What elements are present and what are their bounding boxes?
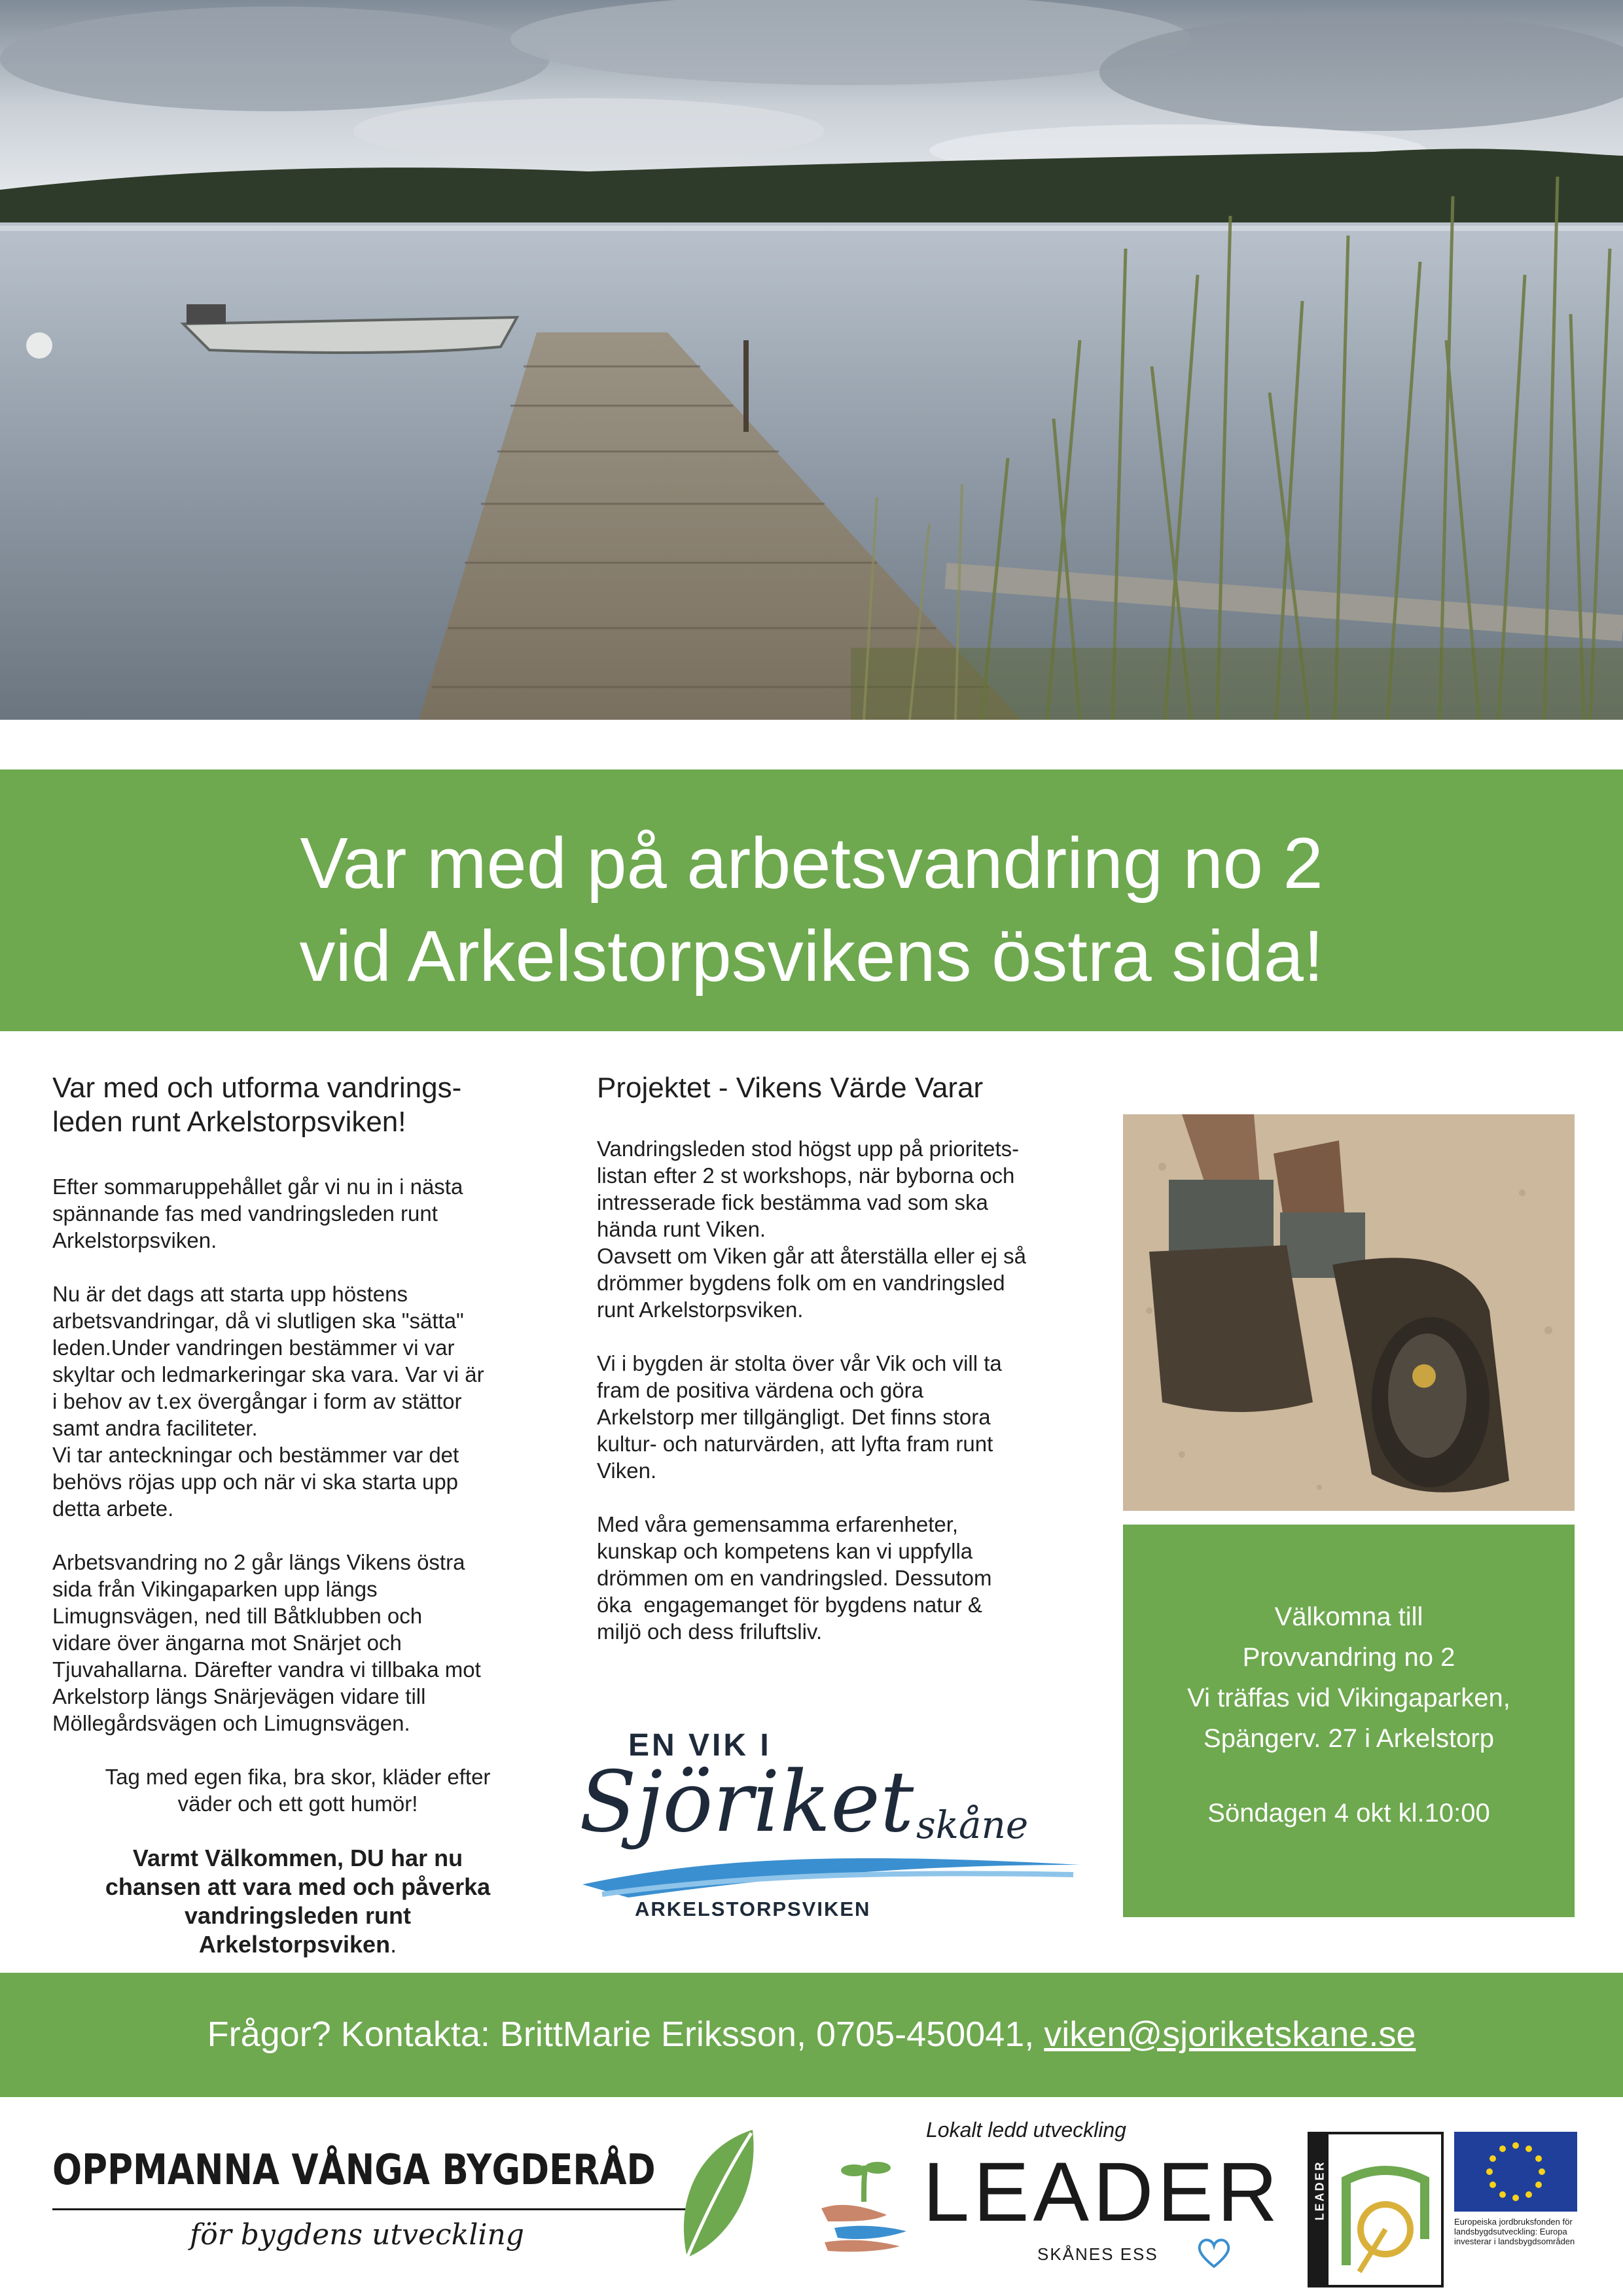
- left-paragraph-2: Nu är det dags att starta upp höstens arbetsvandringar, då vi slutligen ska "sätta" leden.Under vandringen bestämmer vi var skyltar och ledmarkeringar ska vara. Var vi är i behov av t.ex övergångar i form av stättor samt andra faciliteter. Vi tar anteckningar och bestämmer var det behövs röjas upp och när vi ska starta upp detta arbete.: [52, 1282, 484, 1521]
- contact-line: [0, 2014, 1623, 2055]
- headline-line-1: Var med på arbetsvandring no 2: [300, 823, 1323, 904]
- left-heading: Var med och utforma vandrings- leden runt Arkelstorpsviken!: [52, 1072, 462, 1138]
- middle-paragraph-1: Vandringsleden stod högst upp på prioritets- listan efter 2 st workshops, när byborna och intresserade fick bestämma vad som ska hända runt Viken. Oavsett om Viken går att återställa eller ej så drömmer bygdens folk om en vandringsled runt Arkelstorpsviken.: [597, 1137, 1027, 1322]
- boots-illustration: [1123, 1114, 1575, 1511]
- lake-jetty-illustration: [0, 0, 1623, 720]
- leader-badge-text: LEADER: [1313, 2160, 1327, 2221]
- oppmanna-tagline: för bygdens utveckling: [190, 2218, 524, 2252]
- left-paragraph-4: Tag med egen fika, bra skor, kläder efter väder och ett gott humör!: [105, 1765, 491, 1816]
- leader-name: LEADER: [923, 2146, 1282, 2239]
- welcome-line-4: Spängerv. 27 i Arkelstorp: [1204, 1724, 1494, 1753]
- hiking-boots-photo: [1123, 1114, 1575, 1511]
- left-paragraph-3: Arbetsvandring no 2 går längs Vikens östra sida från Vikingaparken upp längs Limugnsvägen, ned till Båtklubben och vidare över ängarna mot Snärjet och Tjuvahallarna. Därefter vandra vi tillbaka mot Arkelstorp längs Snärjevägen vidare till Möllegårdsvägen och Limugnsvägen.: [52, 1550, 481, 1735]
- logo-top-text: EN VIK I: [628, 1728, 772, 1763]
- eu-flag: [1454, 2132, 1577, 2212]
- logo-script-text: Sjöriket: [579, 1754, 914, 1851]
- welcome-line-5: Söndagen 4 okt kl.10:00: [1207, 1799, 1490, 1828]
- leader-tagline: Lokalt ledd utveckling: [926, 2118, 1126, 2142]
- welcome-info-box: [1123, 1525, 1575, 1917]
- dandelion-icon: [1333, 2141, 1438, 2278]
- left-closing-paragraph: [33, 1844, 563, 1959]
- leader-eu-badge: [1308, 2132, 1444, 2287]
- contact-email-link[interactable]: viken@sjoriketskane.se: [1044, 2015, 1416, 2054]
- oppmanna-vanga-logo: [46, 2127, 766, 2284]
- heart-icon: [1198, 2238, 1230, 2268]
- welcome-line-1: Välkomna till: [1274, 1602, 1423, 1631]
- headline-banner: [0, 769, 1623, 1031]
- leaf-icon: [674, 2127, 759, 2264]
- hands-sprout-icon: [815, 2156, 913, 2254]
- headline-line-2: vid Arkelstorpsvikens östra sida!: [299, 916, 1324, 997]
- contact-text: Frågor? Kontakta: BrittMarie Eriksson, 0705-450041,: [207, 2015, 1044, 2054]
- closing-bold-text: Varmt Välkommen, DU har nu chansen att vara med och påverka vandringsleden runt Arkelstorpsviken: [105, 1845, 491, 1958]
- leader-skanes-ess-logo: [815, 2117, 1282, 2287]
- oppmanna-divider: [52, 2208, 707, 2210]
- middle-paragraph-2: Vi i bygden är stolta över vår Vik och vill ta fram de positiva värdena och göra Arkelstorp mer tillgängligt. Det finns stora kultur- och naturvärden, att lyfta fram runt Viken.: [597, 1351, 1002, 1483]
- middle-paragraph-3: Med våra gemensamma erfarenheter, kunskap och kompetens kan vi uppfylla drömmen om en vandringsled. Dessutom öka engagemanget för bygdens natur & miljö och dess friluftsliv.: [597, 1512, 992, 1644]
- left-paragraph-1: Efter sommaruppehållet går vi nu in i nästa spännande fas med vandringsleden runt Arkelstorpsviken.: [52, 1174, 463, 1252]
- hero-lake-photo: [0, 0, 1623, 720]
- oppmanna-name: OPPMANNA VÅNGA BYGDERÅD: [52, 2146, 656, 2195]
- middle-heading: Projektet - Vikens Värde Varar: [597, 1072, 984, 1104]
- closing-period: .: [390, 1931, 397, 1958]
- eu-stars-icon: [1454, 2132, 1577, 2212]
- welcome-line-2: Provvandring no 2: [1242, 1643, 1455, 1672]
- leader-region: SKÅNES ESS: [1037, 2244, 1158, 2264]
- sjoriket-skane-logo: [569, 1721, 1093, 1937]
- water-waves-icon: [576, 1845, 1086, 1904]
- welcome-line-3: Vi träffas vid Vikingaparken,: [1187, 1684, 1510, 1712]
- eu-caption: Europeiska jordbruksfonden för landsbygdsutveckling: Europa investerar i landsbygdsområden: [1454, 2217, 1575, 2246]
- contact-banner: [0, 1973, 1623, 2097]
- left-column: [52, 1071, 563, 1986]
- logo-skane-text: skåne: [916, 1803, 1029, 1847]
- logo-bottom-text: ARKELSTORPSVIKEN: [635, 1898, 871, 1920]
- middle-column: [597, 1071, 1101, 1672]
